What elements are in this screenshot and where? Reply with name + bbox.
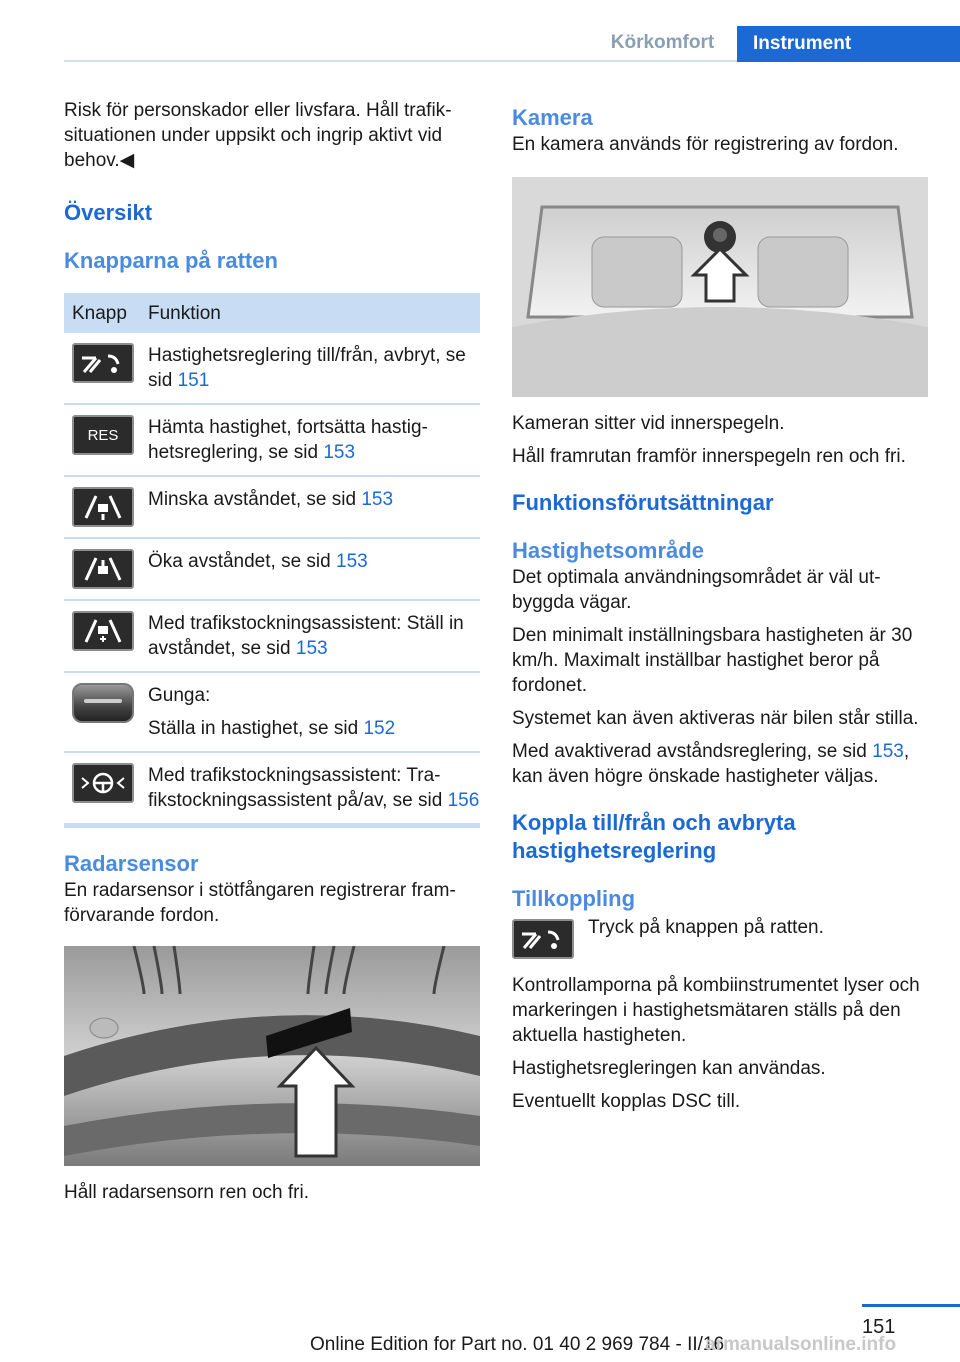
row-text: Minska avståndet, se sid 153 [148, 476, 480, 538]
heading-switch-on: Tillkoppling [512, 886, 636, 911]
speed-text-3: Systemet kan även aktiveras när bilen står stilla. [512, 708, 919, 729]
switch-on-row [512, 915, 928, 959]
left-column [64, 98, 480, 1213]
camera-text: En kamera används för registrering av fordon. [512, 134, 899, 155]
page-link[interactable]: 153 [872, 741, 904, 762]
heading-buttons: Knapparna på ratten [64, 248, 278, 273]
heading-camera: Kamera [512, 105, 593, 130]
cruise-control-icon [512, 919, 574, 959]
heading-requirements: Funktionsförutsättningar [512, 490, 774, 515]
speed-text-4: Med avaktiverad avståndsreglering, se sid 153, kan även högre önskade hastigheter väljas. [512, 741, 910, 787]
cruise-control-icon [72, 343, 134, 383]
row-text: Hämta hastighet, fortsätta hastighetsreglering, se sid 153 [148, 404, 480, 476]
radar-text: En radarsensor i stötfångaren registrerar framförvarande fordon. [64, 880, 456, 926]
table-row [64, 404, 480, 476]
col-header-function: Funktion [148, 293, 480, 333]
radar-caption: Håll radarsensorn ren och fri. [64, 1182, 309, 1203]
right-column [512, 104, 928, 1122]
tab-instrument[interactable] [737, 26, 960, 62]
switch-on-text: Tryck på knappen på ratten. [588, 917, 824, 938]
page-link[interactable]: 156 [447, 790, 480, 811]
table-header [64, 293, 480, 333]
heading-radar: Radarsensor [64, 851, 199, 876]
res-button-icon: RES [72, 415, 134, 455]
page-link[interactable]: 151 [177, 370, 210, 391]
page-link[interactable]: 153 [323, 442, 356, 463]
camera-location: Kameran sitter vid innerspegeln. [512, 413, 785, 434]
row-text: Med trafikstockningsassistent: Trafikstockningsassistent på/av, se sid 156 [148, 752, 480, 826]
row-text: Gunga: Ställa in hastighet, se sid 152 [148, 672, 480, 752]
lamps-text: Kontrollamporna på kombiinstrumentet lyser och markeringen i hastighetsmätaren ställs på den aktuella hastigheten. [512, 975, 920, 1046]
edition-text: Online Edition for Part no. 01 40 2 969 784 - II/16 [310, 1334, 725, 1355]
page-link[interactable]: 153 [336, 551, 368, 572]
watermark: armanualsonline.info [705, 1334, 897, 1355]
distance-increase-icon [72, 549, 134, 589]
row-text: Hastighetsreglering till/från, avbryt, se sid 151 [148, 333, 480, 404]
tab-instrument-label: Instrument [753, 33, 852, 54]
page-link[interactable]: 153 [361, 489, 394, 510]
heading-speed-range: Hastighetsområde [512, 538, 704, 563]
table-row [64, 600, 480, 672]
speed-text-2: Den minimalt inställningsbara hastigheten är 30 km/h. Maximalt inställbar hastighet beror på fordonet. [512, 625, 913, 696]
camera-image [512, 177, 928, 397]
heading-switch: Koppla till/från och avbryta hastighetsreglering [512, 810, 796, 863]
page-link[interactable]: 153 [295, 638, 328, 659]
table-row [64, 476, 480, 538]
traffic-jam-assistant-icon [72, 763, 134, 803]
usable-text: Hastighetsregleringen kan användas. [512, 1058, 826, 1079]
buttons-table [64, 293, 480, 828]
page-number: 151 [862, 1316, 896, 1338]
speed-text-1: Det optimala användningsområdet är väl utbyggda vägar. [512, 567, 881, 613]
distance-traffic-assist-icon [72, 611, 134, 651]
tab-korkomfort[interactable]: Körkomfort [610, 32, 715, 53]
table-row [64, 672, 480, 752]
radar-sensor-image [64, 946, 480, 1166]
camera-clean: Håll framrutan framför innerspegeln ren och fri. [512, 446, 906, 467]
footer-rule [862, 1304, 960, 1307]
col-header-button: Knapp [64, 293, 148, 333]
rocker-label: Gunga: [148, 685, 211, 706]
table-row [64, 538, 480, 600]
distance-decrease-icon [72, 487, 134, 527]
heading-overview: Översikt [64, 200, 153, 225]
row-text: Öka avståndet, se sid 153 [148, 538, 480, 600]
dsc-text: Eventuellt kopplas DSC till. [512, 1091, 741, 1112]
rocker-switch-icon [72, 683, 134, 723]
table-row [64, 333, 480, 404]
table-row [64, 752, 480, 826]
page-link[interactable]: 152 [363, 718, 396, 739]
warning-text: Risk för personskador eller livsfara. Håll trafiksituationen under uppsikt och ingrip aktivt vid behov.◀ [64, 100, 452, 171]
row-text: Med trafikstockningsassistent: Ställ in avståndet, se sid 153 [148, 600, 480, 672]
